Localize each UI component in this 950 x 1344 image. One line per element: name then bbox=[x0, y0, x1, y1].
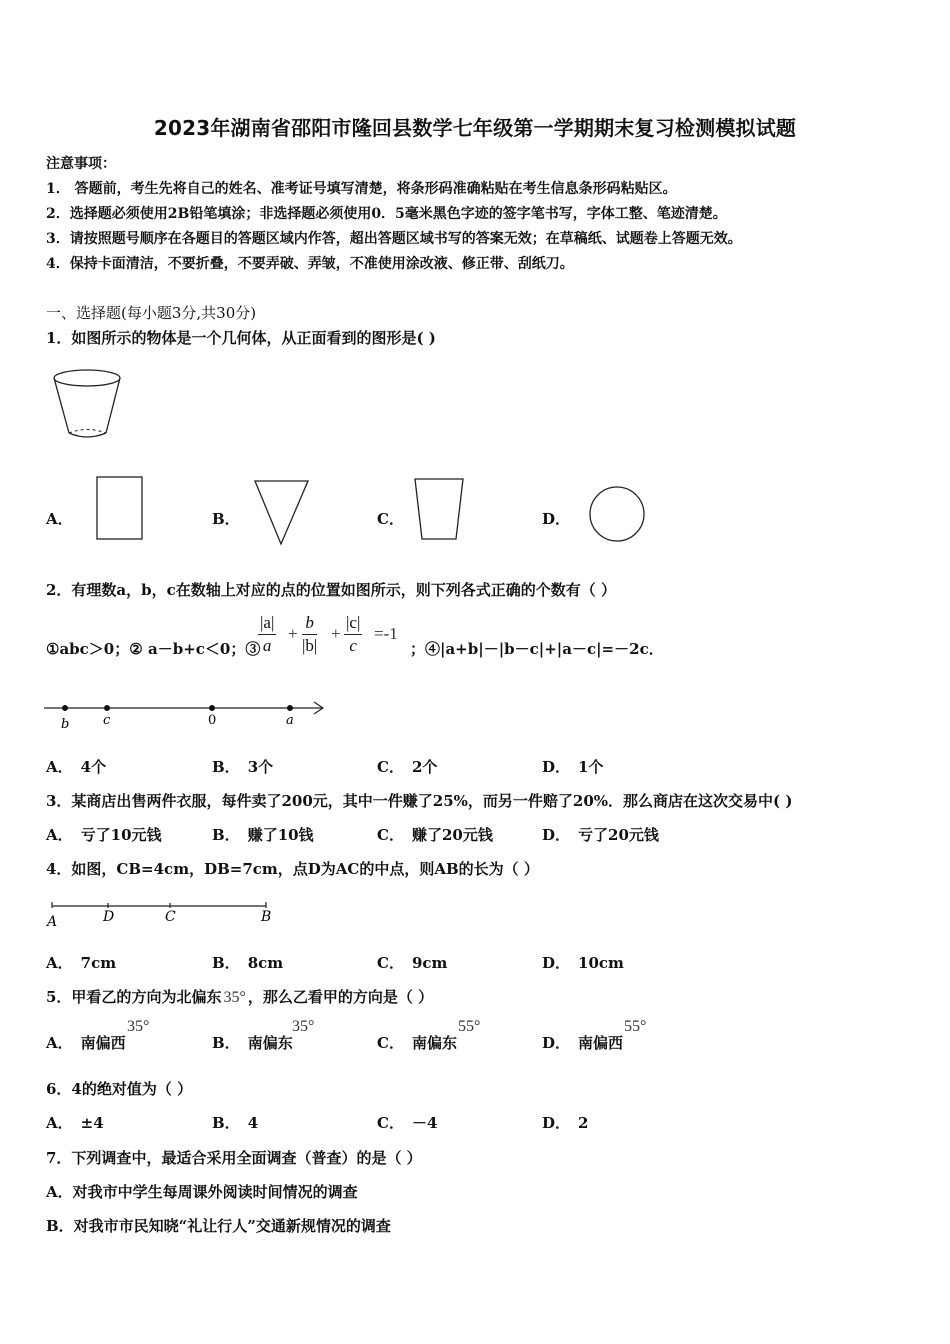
q4-option-c-label: C． bbox=[377, 954, 404, 972]
q3-option-a-text: 亏了10元钱 bbox=[80, 826, 162, 844]
q2-equals-neg-one: =-1 bbox=[374, 624, 398, 643]
q2-option-c[interactable] bbox=[377, 756, 437, 777]
segment-label-d: D bbox=[103, 909, 115, 925]
q4-option-a-text: 7cm bbox=[80, 954, 117, 972]
q1-rectangle-figure bbox=[96, 476, 146, 542]
q6-option-a-text: ±4 bbox=[80, 1114, 104, 1132]
q2-fraction3-denominator: c bbox=[349, 636, 357, 655]
q5-option-c-label: C． bbox=[377, 1034, 404, 1052]
q5-option-c-angle: 55° bbox=[458, 1018, 481, 1035]
point-b-dot bbox=[62, 705, 68, 711]
q2-fraction3-numerator: |c| bbox=[344, 612, 362, 635]
point-zero-dot bbox=[209, 705, 215, 711]
cup-solid-figure bbox=[50, 366, 130, 446]
section-heading: 一、选择题(每小题3分,共30分) bbox=[46, 304, 257, 322]
q7-stem: 7．下列调查中，最适合采用全面调查（普查）的是（ ） bbox=[46, 1149, 422, 1167]
q1-stem: 1．如图所示的物体是一个几何体，从正面看到的图形是( ) bbox=[46, 329, 436, 347]
q2-fraction-b-over-abs-b bbox=[302, 612, 317, 657]
q4-option-b[interactable] bbox=[212, 952, 283, 973]
q3-option-b[interactable] bbox=[212, 824, 314, 845]
q4-line-segment-figure bbox=[44, 896, 280, 932]
q4-option-a[interactable] bbox=[46, 952, 116, 973]
q1-circle-figure bbox=[586, 484, 650, 548]
q3-option-a[interactable] bbox=[46, 824, 162, 845]
q5-option-b-label: B． bbox=[212, 1034, 240, 1052]
segment-label-c: C bbox=[165, 909, 176, 925]
q2-number-line bbox=[42, 698, 332, 734]
q3-option-c-label: C． bbox=[377, 826, 404, 844]
q5-option-d-label: D． bbox=[542, 1034, 571, 1052]
q2-fraction1-denominator: a bbox=[262, 636, 272, 655]
q5-option-b-text: 南偏东 bbox=[247, 1034, 293, 1052]
q2-fraction-abs-a-over-a bbox=[258, 612, 276, 657]
q2-option-d-text: 1个 bbox=[578, 758, 604, 776]
q3-stem: 3．某商店出售两件衣服，每件卖了200元，其中一件赚了25%，而另一件赔了20%．那么商店在这次交易中( ) bbox=[46, 792, 793, 810]
q2-fraction2-denominator: |b| bbox=[302, 636, 318, 655]
q4-option-b-label: B． bbox=[212, 954, 240, 972]
q6-option-d-text: 2 bbox=[578, 1114, 589, 1132]
q5-option-d[interactable] bbox=[542, 1032, 623, 1053]
q2-fraction-abs-c-over-c bbox=[344, 612, 362, 657]
q2-statement-1: ①abc＞0；② bbox=[46, 640, 143, 658]
q3-option-b-label: B． bbox=[212, 826, 240, 844]
q6-option-d[interactable] bbox=[542, 1112, 588, 1133]
q5-option-a-angle: 35° bbox=[127, 1018, 150, 1035]
q6-stem: 6．4的绝对值为（ ） bbox=[46, 1080, 193, 1098]
q2-statement-4: ；④|a+b|－|b－c|+|a－c|=－2c． bbox=[410, 640, 664, 658]
q5-option-a-label: A． bbox=[46, 1034, 73, 1052]
q2-fraction2-numerator: b bbox=[302, 612, 317, 635]
q1-option-c-label[interactable]: C． bbox=[377, 510, 404, 528]
axis-label-a: a bbox=[286, 713, 294, 728]
q6-option-c[interactable] bbox=[377, 1112, 437, 1133]
q7-option-a[interactable]: A．对我市中学生每周课外阅读时间情况的调查 bbox=[46, 1183, 358, 1201]
notice-item-2: 2．选择题必须使用2B铅笔填涂；非选择题必须使用0．5毫米黑色字迹的签字笔书写，字体工整、笔迹清楚。 bbox=[46, 206, 727, 222]
q2-plus-sign-1: + bbox=[288, 624, 298, 643]
q5-option-c-text: 南偏东 bbox=[411, 1034, 457, 1052]
point-a-dot bbox=[287, 705, 293, 711]
q2-stem: 2．有理数a，b，c在数轴上对应的点的位置如图所示，则下列各式正确的个数有（ ） bbox=[46, 581, 617, 599]
q2-option-d-label: D． bbox=[542, 758, 571, 776]
q4-option-d[interactable] bbox=[542, 952, 624, 973]
q2-option-a-label: A． bbox=[46, 758, 73, 776]
axis-label-c: c bbox=[103, 713, 111, 728]
q2-option-c-label: C． bbox=[377, 758, 404, 776]
q5-stem bbox=[46, 986, 433, 1007]
point-c-dot bbox=[104, 705, 110, 711]
q5-option-d-text: 南偏西 bbox=[578, 1034, 624, 1052]
q2-option-b[interactable] bbox=[212, 756, 273, 777]
q2-option-b-label: B． bbox=[212, 758, 240, 776]
q1-inverted-triangle-figure bbox=[252, 478, 312, 548]
q4-stem: 4．如图，CB=4cm，DB=7cm，点D为AC的中点，则AB的长为（ ） bbox=[46, 860, 539, 878]
q2-option-c-text: 2个 bbox=[411, 758, 438, 776]
q3-option-c[interactable] bbox=[377, 824, 493, 845]
q3-option-d-text: 亏了20元钱 bbox=[578, 826, 659, 844]
q6-option-b-text: 4 bbox=[247, 1114, 259, 1132]
q6-option-b-label: B． bbox=[212, 1114, 240, 1132]
q7-option-b[interactable]: B．对我市市民知晓“礼让行人”交通新规情况的调查 bbox=[46, 1217, 391, 1235]
q5-option-c[interactable] bbox=[377, 1032, 457, 1053]
q4-option-b-text: 8cm bbox=[247, 954, 284, 972]
q4-option-c-text: 9cm bbox=[411, 954, 448, 972]
q3-option-c-text: 赚了20元钱 bbox=[411, 826, 493, 844]
q2-fraction1-numerator: |a| bbox=[258, 612, 276, 635]
segment-label-b: B bbox=[261, 909, 272, 925]
q1-trapezoid-figure bbox=[412, 476, 468, 544]
q5-stem-part2: ，那么乙看甲的方向是（ ） bbox=[247, 988, 434, 1006]
q2-statement-2: a－b+c＜0；③ bbox=[148, 640, 261, 658]
q3-option-a-label: A． bbox=[46, 826, 73, 844]
q3-option-d-label: D． bbox=[542, 826, 571, 844]
q4-option-c[interactable] bbox=[377, 952, 447, 973]
q4-option-a-label: A． bbox=[46, 954, 73, 972]
q5-option-a-text: 南偏西 bbox=[80, 1034, 126, 1052]
q5-option-d-angle: 55° bbox=[624, 1018, 647, 1035]
q4-option-d-text: 10cm bbox=[578, 954, 624, 972]
q1-option-d-label[interactable]: D． bbox=[542, 510, 571, 528]
q6-option-a[interactable] bbox=[46, 1112, 104, 1133]
axis-label-b: b bbox=[61, 717, 70, 732]
q5-stem-angle: 35° bbox=[223, 989, 246, 1006]
q6-option-a-label: A． bbox=[46, 1114, 73, 1132]
q5-stem-part1: 5．甲看乙的方向为北偏东 bbox=[46, 988, 222, 1006]
notice-item-3: 3．请按照题号顺序在各题目的答题区域内作答，超出答题区域书写的答案无效；在草稿纸、试题卷上答题无效。 bbox=[46, 231, 742, 247]
q4-option-d-label: D． bbox=[542, 954, 571, 972]
notice-item-1: 1． 答题前，考生先将自己的姓名、准考证号填写清楚，将条形码准确粘贴在考生信息条形码粘贴区。 bbox=[46, 181, 677, 197]
q2-option-a-text: 4个 bbox=[80, 758, 107, 776]
page-title: 2023年湖南省邵阳市隆回县数学七年级第一学期期末复习检测模拟试题 bbox=[153, 116, 797, 140]
notice-heading: 注意事项： bbox=[46, 156, 116, 172]
q3-option-d[interactable] bbox=[542, 824, 659, 845]
q2-option-b-text: 3个 bbox=[247, 758, 274, 776]
q5-option-b-angle: 35° bbox=[292, 1018, 315, 1035]
q5-option-a[interactable] bbox=[46, 1032, 126, 1053]
q3-option-b-text: 赚了10钱 bbox=[247, 826, 314, 844]
q6-option-c-label: C． bbox=[377, 1114, 404, 1132]
q1-option-a-label[interactable]: A． bbox=[46, 510, 73, 528]
q1-option-b-label[interactable]: B． bbox=[212, 510, 240, 528]
q6-option-b[interactable] bbox=[212, 1112, 258, 1133]
axis-label-zero: 0 bbox=[208, 713, 217, 728]
q2-option-a[interactable] bbox=[46, 756, 106, 777]
q2-option-d[interactable] bbox=[542, 756, 603, 777]
q2-plus-sign-2: + bbox=[331, 624, 341, 643]
q5-option-b[interactable] bbox=[212, 1032, 293, 1053]
q6-option-d-label: D． bbox=[542, 1114, 571, 1132]
notice-item-4: 4．保持卡面清洁，不要折叠，不要弄破、弄皱，不准使用涂改液、修正带、刮纸刀。 bbox=[46, 256, 574, 272]
q6-option-c-text: －4 bbox=[411, 1114, 438, 1132]
segment-label-a: A bbox=[47, 914, 58, 930]
